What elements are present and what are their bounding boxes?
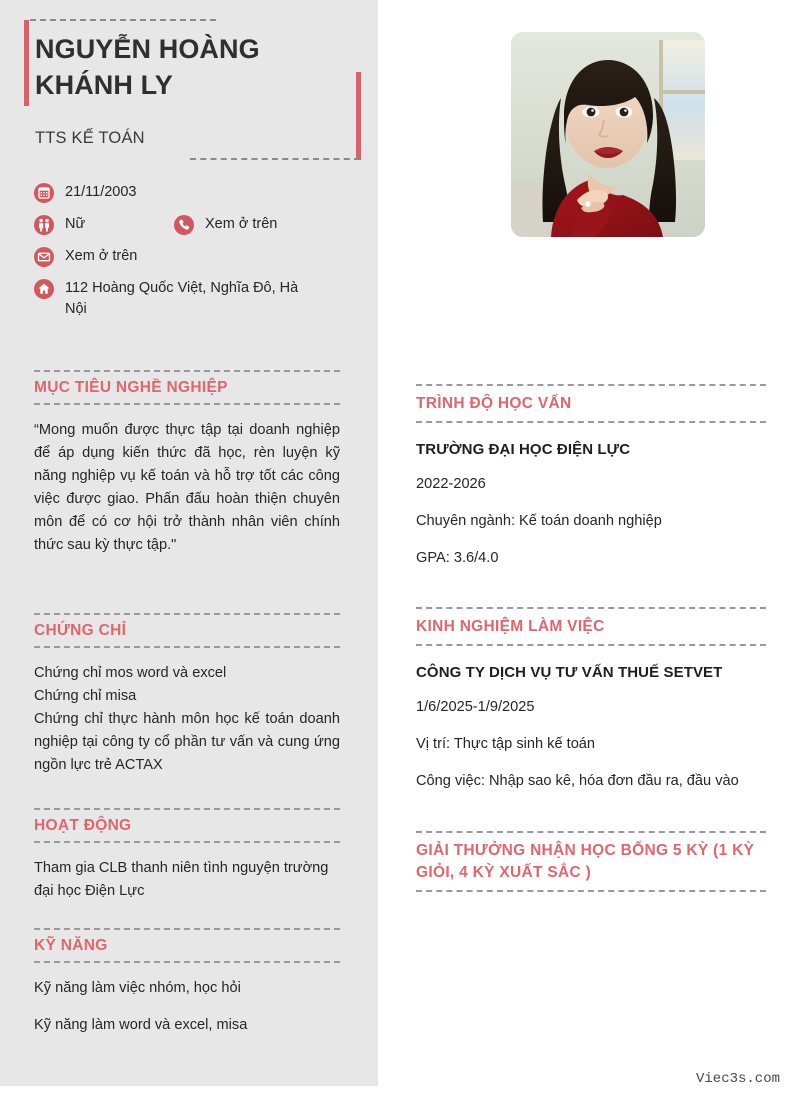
contact-birthdate-text: 21/11/2003	[65, 184, 137, 200]
contact-phone-text: Xem ở trên	[205, 216, 278, 232]
role-dashed-rule	[190, 158, 360, 160]
contact-row-email	[34, 246, 354, 267]
education-school: TRƯỜNG ĐẠI HỌC ĐIỆN LỰC	[416, 441, 631, 458]
sidebar	[0, 0, 378, 1086]
section-experience	[416, 607, 766, 793]
contact-row-address	[34, 278, 354, 319]
education-gpa: GPA: 3.6/4.0	[416, 549, 499, 566]
section-certificates	[34, 613, 340, 777]
phone-icon	[174, 215, 194, 235]
experience-duties: Công việc: Nhập sao kê, hóa đơn đầu ra, đầu vào	[416, 772, 739, 789]
section-education-title: TRÌNH ĐỘ HỌC VẤN	[416, 384, 766, 423]
section-objective	[34, 370, 340, 557]
section-certificates-title: CHỨNG CHỈ	[34, 613, 340, 648]
contact-row-gender	[34, 214, 354, 235]
gender-icon	[34, 215, 54, 235]
section-awards	[416, 831, 766, 892]
contact-gender-text: Nữ	[65, 216, 86, 232]
calendar-icon	[34, 183, 54, 203]
experience-dates: 1/6/2025-1/9/2025	[416, 699, 535, 715]
certificate-item: Chứng chỉ thực hành môn học kế toán doanh nghiệp tại công ty cổ phần tư vấn và cung ứng ngồn lực trẻ ACTAX	[34, 711, 340, 774]
home-icon	[34, 279, 54, 299]
section-skills-title: KỸ NĂNG	[34, 928, 340, 963]
experience-company: CÔNG TY DỊCH VỤ TƯ VẤN THUẾ SETVET	[416, 664, 723, 681]
education-years: 2022-2026	[416, 476, 486, 492]
section-education	[416, 384, 766, 570]
section-skills	[34, 928, 340, 1037]
contact-row-birthdate	[34, 182, 354, 203]
section-experience-title: KINH NGHIỆM LÀM VIỆC	[416, 607, 766, 646]
profile-photo-image	[511, 32, 705, 237]
section-education-body	[416, 423, 766, 570]
education-major: Chuyên ngành: Kế toán doanh nghiệp	[416, 512, 662, 529]
contact-email-text: Xem ở trên	[65, 248, 138, 264]
certificate-item: Chứng chỉ misa	[34, 688, 137, 705]
section-objective-body: “Mong muốn được thực tập tại doanh nghiệp để áp dụng kiến thức đã học, rèn luyện kỹ năng nghiệp vụ kế toán và hỗ trợ tốt các công việc được giao. Phấn đấu hoàn thiện chuyên môn để có cơ hội trở thành nhân viên chính thức sau kỳ thực tập."	[34, 422, 340, 554]
name-block	[35, 32, 335, 103]
section-skills-body	[34, 963, 340, 1037]
section-objective-title: MỤC TIÊU NGHỀ NGHIỆP	[34, 370, 340, 405]
section-activities-title: HOẠT ĐỘNG	[34, 808, 340, 843]
section-awards-title: GIẢI THƯỞNG NHẬN HỌC BỔNG 5 KỲ (1 KỲ GIỎI, 4 KỲ XUẤT SẮC )	[416, 831, 766, 892]
section-certificates-body	[34, 648, 340, 777]
contact-address-text: 112 Hoàng Quốc Việt, Nghĩa Đô, Hà Nội	[65, 280, 299, 317]
site-watermark: Viec3s.com	[695, 1071, 780, 1087]
accent-bar-left	[24, 20, 29, 106]
accent-bar-right	[356, 72, 361, 160]
skill-item: Kỹ năng làm việc nhóm, học hỏi	[34, 980, 241, 996]
section-activities-body: Tham gia CLB thanh niên tình nguyện trường đại học Điện Lực	[34, 860, 329, 900]
candidate-name: NGUYỄN HOÀNG KHÁNH LY	[35, 34, 260, 100]
top-dashed-rule	[30, 19, 216, 21]
envelope-icon	[34, 247, 54, 267]
skill-item: Kỹ năng làm word và excel, misa	[34, 1017, 248, 1034]
profile-photo	[511, 32, 705, 237]
certificate-item: Chứng chỉ mos word và excel	[34, 665, 227, 681]
contact-list	[34, 182, 354, 330]
contact-row-phone	[174, 214, 277, 235]
section-experience-body	[416, 646, 766, 793]
experience-position: Vị trí: Thực tập sinh kế toán	[416, 735, 596, 752]
section-activities	[34, 808, 340, 903]
candidate-role: TTS KẾ TOÁN	[35, 129, 145, 147]
